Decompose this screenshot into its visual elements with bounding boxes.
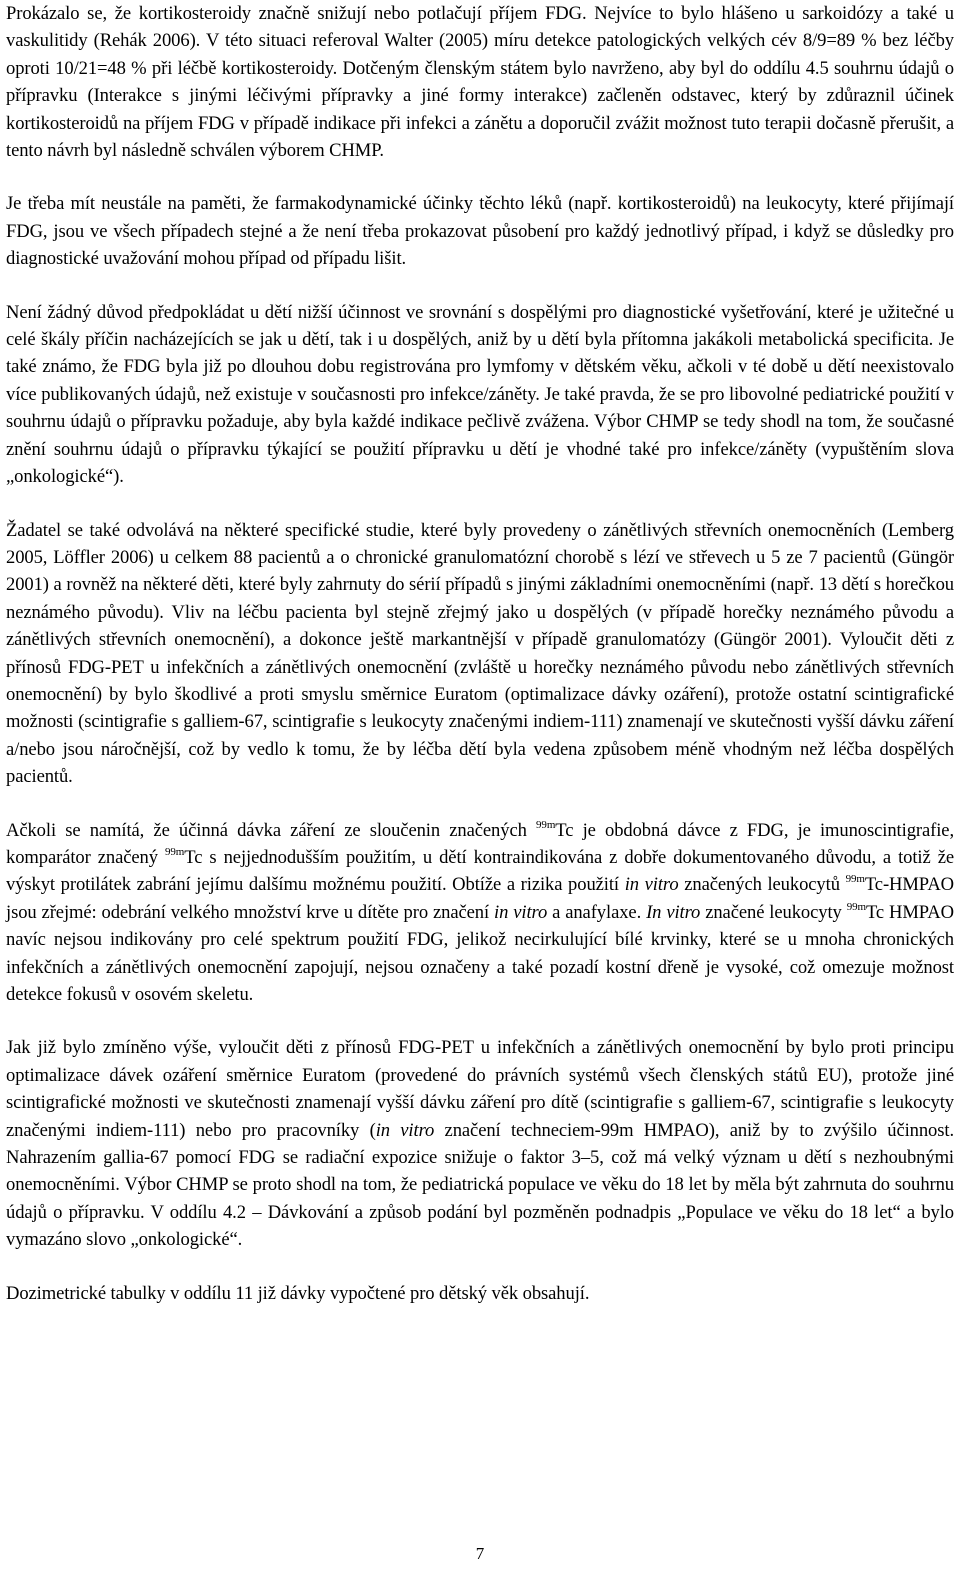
paragraph: [6, 517, 954, 791]
isotope-superscript: 99m: [536, 818, 556, 831]
paragraph-gap: [6, 273, 954, 299]
italic-text: in vitro: [375, 1119, 435, 1141]
paragraph: [6, 190, 954, 272]
document-body: [6, 0, 954, 1307]
paragraph-gap: [6, 1254, 954, 1280]
text-segment: Prokázalo se, že kortikosteroidy značně snižují nebo potlačují příjem FDG. Nejvíce to bylo hlášeno u sarkoidózy a také u vaskulitidy (Rehák 2006). V této situaci referoval Walter (2005) míru detekce patologických velkých cév 8/9=89 % bez léčby oproti 10/21=48 % při léčbě kortikosteroidy. Dotčeným členským státem bylo navrženo, aby byl do oddílu 4.5 souhrnu údajů o přípravku (Interakce s jinými léčivými přípravky a jiné formy interakce) začleněn odstavec, který by zdůraznil účinek kortikosteroidů na příjem FDG v případě indikace při infekci a zánětu a doporučil zvážit možnost tuto terapii dočasně přerušit, a tento návrh byl následně schválen výborem CHMP.: [6, 3, 954, 162]
text-segment: značené leukocyty: [700, 901, 847, 923]
text-segment: Tc s nejjednodušším použitím, u dětí kontraindikována z dobře dokumentovaného důvodu, a totiž že výskyt protilátek zabrání jejímu dalšímu možnému použití. Obtíže a rizika použití: [6, 846, 954, 896]
document-page: [6, 0, 954, 1307]
text-segment: Tc HMPAO navíc nejsou indikovány pro celé spektrum použití FDG, jelikož necirkulující bílé krvinky, které se u mnoha chronických infekčních a zánětlivých onemocnění zapojují, nejsou označeny a také pozadí kostní dřeně je vysoké, což omezuje možnost detekce fokusů v osovém skeletu.: [6, 901, 954, 1005]
text-segment: Dozimetrické tabulky v oddílu 11 již dávky vypočtené pro dětský věk obsahují.: [6, 1282, 590, 1304]
paragraph-gap: [6, 164, 954, 190]
paragraph: [6, 0, 954, 164]
paragraph: [6, 817, 954, 1009]
text-segment: Tc-HMPAO jsou zřejmé: odebrání velkého množství krve u dítěte pro značení: [6, 874, 954, 923]
isotope-superscript: 99m: [846, 900, 866, 913]
page-number: 7: [475, 1544, 485, 1563]
text-segment: Tc je obdobná dávce z FDG, je imunoscintigrafie, komparátor značený: [6, 819, 954, 868]
text-segment: a anafylaxe.: [547, 901, 647, 923]
text-segment: Žadatel se také odvolává na některé specifické studie, které byly provedeny o zánětlivých střevních onemocněních (Lemberg 2005, Löffler 2006) u celkem 88 pacientů a o chronické granulomatózní chorobě s lézí ve střevech u 5 ze 7 pacientů (Güngör 2001) a rovněž na některé děti, které byly zahrnuty do sérií případů s jinými základními onemocněními (např. 13 dětí s horečkou neznámého původu). Vliv na léčbu pacienta byl stejně zřejmý jako u dospělých (v případě horečky neznámého původu a zánětlivých střevních onemocnění), a dokonce ještě markantnější v případě granulomatózy (Güngör 2001). Vyloučit děti z přínosů FDG-PET u infekčních a zánětlivých onemocnění (zvláště u horečky neznámého původu nebo zánětlivých střevních onemocnění) by bylo škodlivé a proti smyslu směrnice Euratom (optimalizace dávky ozáření), protože ostatní scintigrafické možnosti (scintigrafie s galliem-67, scintigrafie s leukocyty značenými indiem-111) znamenají ve skutečnosti vyšší dávku záření a/nebo jsou náročnější, což by vedlo k tomu, že by léčba dětí byla vedena způsobem méně vhodným než léčba dospělých pacientů.: [6, 519, 954, 788]
paragraph: [6, 299, 954, 491]
paragraph-gap: [6, 791, 954, 817]
text-segment: Je třeba mít neustále na paměti, že farmakodynamické účinky těchto léků (např. kortikosteroidů) na leukocyty, které přijímají FDG, jsou ve všech případech stejné a že není třeba prokazovat působení pro každý jednotlivý případ, i když se důsledky pro diagnostické uvažování mohou případ od případu lišit.: [6, 193, 954, 270]
text-segment: značení techneciem-99m HMPAO), aniž by to zvýšilo účinnost. Nahrazením gallia-67 pomocí FDG se radiační expozice snižuje o faktor 3–5, což má velký význam u dětí s nezhoubnými onemocněními. Výbor CHMP se proto shodl na tom, že pediatrická populace ve věku do 18 let by měla být zahrnuta do souhrnu údajů o přípravku. V oddílu 4.2 – Dávkování a způsob podání byl pozměněn podnadpis „Populace ve věku do 18 let“ a bylo vymazáno slovo „onkologické“.: [6, 1119, 955, 1251]
italic-text: in vitro: [494, 901, 548, 923]
isotope-superscript: 99m: [165, 845, 185, 858]
paragraph-gap: [6, 1008, 954, 1034]
text-segment: Není žádný důvod předpokládat u dětí nižší účinnost ve srovnání s dospělými pro diagnostické vyšetřování, které je užitečné u celé škály příčin nacházejících se jak u dětí, tak i u dospělých, aniž by u dětí byla přítomna jakákoli metabolická specificita. Je také známo, že FDG byla již po dlouhou dobu registrována pro lymfomy v dětském věku, ačkoli v té době u dětí neexistovalo více publikovaných údajů, než existuje v současnosti pro infekce/záněty. Je také pravda, že se pro libovolné pediatrické použití v souhrnu údajů o přípravku požaduje, aby byla každé indikace pečlivě zvážena. Výbor CHMP se tedy shodl na tom, že současné znění souhrnu údajů o přípravku týkající se použití přípravku u dětí je vhodné také pro infekce/záněty (vypuštěním slova „onkologické“).: [6, 301, 954, 488]
text-segment: značených leukocytů: [678, 874, 846, 896]
paragraph: [6, 1034, 954, 1253]
isotope-superscript: 99m: [845, 873, 865, 886]
italic-text: In vitro: [646, 901, 701, 923]
text-segment: Ačkoli se namítá, že účinná dávka záření ze sloučenin značených: [6, 819, 537, 841]
paragraph-gap: [6, 491, 954, 517]
paragraph: [6, 1280, 954, 1307]
text-segment: Jak již bylo zmíněno výše, vyloučit děti z přínosů FDG-PET u infekčních a zánětlivých onemocnění by bylo proti principu optimalizace dávek ozáření směrnice Euratom (provedené do právních systémů všech členských států EU), protože jiné scintigrafické možnosti ve skutečnosti znamenají vyšší dávku záření pro dítě (scintigrafie s galliem-67, scintigrafie s leukocyty značenými indiem-111) nebo pro pracovníky (: [6, 1037, 954, 1141]
italic-text: in vitro: [624, 874, 679, 896]
